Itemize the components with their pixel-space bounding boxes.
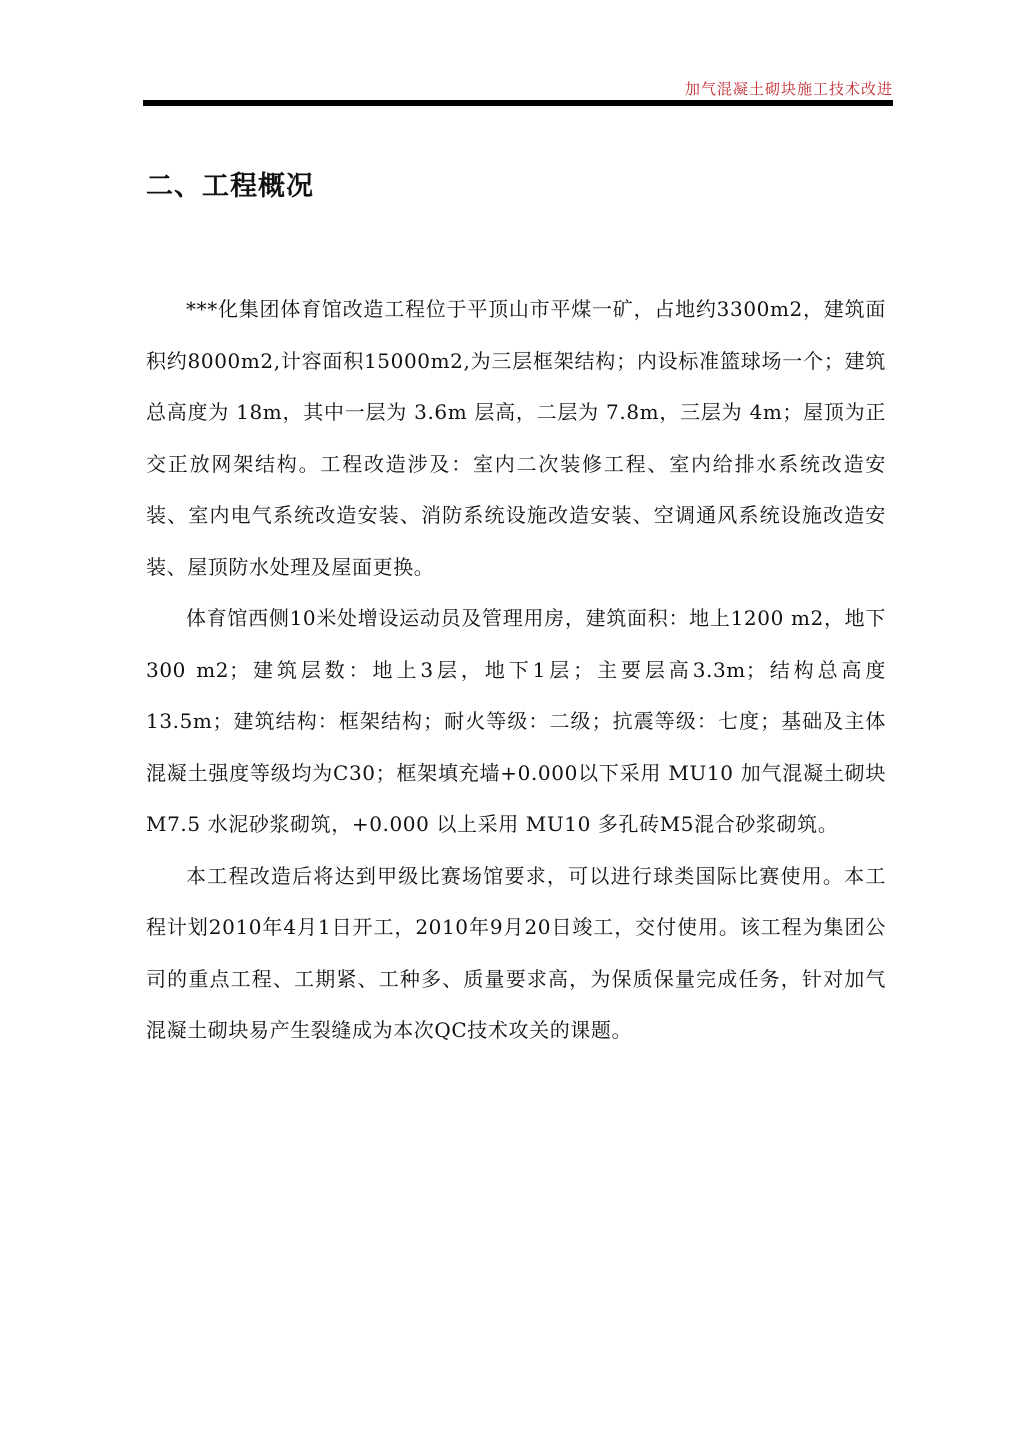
section-title: 二、工程概况: [146, 171, 314, 202]
page-header: [143, 72, 893, 108]
paragraph-project-goals: 本工程改造后将达到甲级比赛场馆要求，可以进行球类国际比赛使用。本工程计划2010年4月1日开工，2010年9月20日竣工，交付使用。该工程为集团公司的重点工程、工期紧、工种多、质量要求高，为保质保量完成任务，针对加气混凝土砌块易产生裂缝成为本次QC技术攻关的课题。: [146, 863, 886, 1042]
paragraph-project-overview: ***化集团体育馆改造工程位于平顶山市平煤一矿，占地约3300m2，建筑面积约8000m2,计容面积15000m2,为三层框架结构；内设标准篮球场一个；建筑总高度为 18m，其中一层为 3.6m 层高，二层为 7.8m，三层为 4m；屋顶为正交正放网架结构。工程改造涉及：室内二次装修工程、室内给排水系统改造安装、室内电气系统改造安装、消防系统设施改造安装、空调通风系统设施改造安装、屋顶防水处理及屋面更换。: [146, 297, 886, 579]
header-title: 加气混凝土砌块施工技术改进: [684, 80, 893, 98]
paragraph-auxiliary-building: 体育馆西侧10米处增设运动员及管理用房，建筑面积：地上1200 m2，地下300 m2；建筑层数：地上3层，地下1层；主要层高3.3m；结构总高度13.5m；建筑结构：框架结构；耐火等级：二级；抗震等级：七度；基础及主体混凝土强度等级均为C30；框架填充墙+0.000以下采用 MU10 加气混凝土砌块 M7.5 水泥砂浆砌筑，+0.000 以上采用 MU10 多孔砖M5混合砂浆砌筑。: [146, 606, 886, 836]
body-text: [146, 284, 886, 1057]
header-rule: [143, 100, 893, 106]
